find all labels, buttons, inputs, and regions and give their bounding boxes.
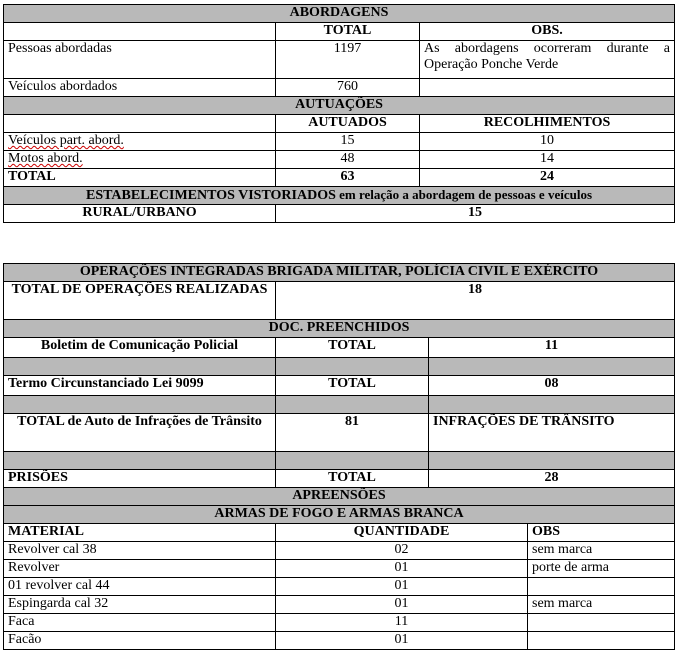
row-autuados: 48 xyxy=(276,151,420,169)
spacer-cell xyxy=(276,358,429,376)
row-total: 1197 xyxy=(276,41,420,79)
operacoes-table xyxy=(3,263,675,650)
quantidade-cell: 01 xyxy=(276,560,528,578)
infracoes-transito-label: INFRAÇÕES DE TRÂNSITO xyxy=(429,414,675,452)
estab-title-bold: ESTABELECIMENTOS VISTORIADOS xyxy=(86,188,336,203)
prisoes-value: 28 xyxy=(429,470,675,488)
total-operacoes-label: TOTAL DE OPERAÇÕES REALIZADAS xyxy=(4,282,276,320)
operacoes-title: OPERAÇÕES INTEGRADAS BRIGADA MILITAR, POLÍCIA CIVIL E EXÉRCITO xyxy=(4,264,675,282)
spacer-cell xyxy=(276,452,429,470)
doc-preenchidos-title: DOC. PREENCHIDOS xyxy=(4,320,675,338)
material-cell: Revolver cal 38 xyxy=(4,542,276,560)
total-autuados: 63 xyxy=(276,169,420,187)
autuacoes-title: AUTUAÇÕES xyxy=(4,97,675,115)
col-autuados: AUTUADOS xyxy=(276,115,420,133)
apreensoes-title: APREENSÕES xyxy=(4,488,675,506)
total-label: TOTAL xyxy=(4,169,276,187)
spacer-cell xyxy=(276,396,429,414)
obs-cell xyxy=(528,632,675,650)
abordagens-title: ABORDAGENS xyxy=(4,5,675,23)
col-total: TOTAL xyxy=(276,23,420,41)
quantidade-cell: 01 xyxy=(276,632,528,650)
quantidade-cell: 02 xyxy=(276,542,528,560)
total-operacoes-value: 18 xyxy=(276,282,675,320)
table-row xyxy=(4,560,675,578)
row-total: 760 xyxy=(276,79,420,97)
table-row xyxy=(4,542,675,560)
material-cell: Facão xyxy=(4,632,276,650)
row-autuados: 15 xyxy=(276,133,420,151)
obs-cell: porte de arma xyxy=(528,560,675,578)
boletim-label: Boletim de Comunicação Policial xyxy=(4,338,276,358)
armas-title: ARMAS DE FOGO E ARMAS BRANCA xyxy=(4,506,675,524)
obs-cell xyxy=(528,578,675,596)
row-label xyxy=(4,133,276,151)
col-quantidade: QUANTIDADE xyxy=(276,524,528,542)
prisoes-label: PRISÕES xyxy=(4,470,276,488)
col-material: MATERIAL xyxy=(4,524,276,542)
row-label-text: Motos abord. xyxy=(8,151,83,166)
boletim-total-label: TOTAL xyxy=(276,338,429,358)
spacer-cell xyxy=(429,396,675,414)
obs-cell: sem marca xyxy=(528,596,675,614)
termo-label: Termo Circunstanciado Lei 9099 xyxy=(4,376,276,396)
row-obs: As abordagens ocorreram durante a Operação Ponche Verde xyxy=(420,41,675,79)
material-cell: 01 revolver cal 44 xyxy=(4,578,276,596)
col-recolhimentos: RECOLHIMENTOS xyxy=(420,115,675,133)
row-label xyxy=(4,151,276,169)
row-label: Pessoas abordadas xyxy=(4,41,276,79)
rural-value: 15 xyxy=(276,205,675,223)
obs-cell: sem marca xyxy=(528,542,675,560)
col-obs: OBS xyxy=(528,524,675,542)
quantidade-cell: 01 xyxy=(276,596,528,614)
rural-label: RURAL/URBANO xyxy=(4,205,276,223)
estab-title-rest: em relação a abordagem de pessoas e veículos xyxy=(335,187,593,202)
row-label: Veículos abordados xyxy=(4,79,276,97)
quantidade-cell: 01 xyxy=(276,578,528,596)
auto-infracoes-label: TOTAL de Auto de Infrações de Trânsito xyxy=(4,414,276,452)
quantidade-cell: 11 xyxy=(276,614,528,632)
empty-header-cell xyxy=(4,23,276,41)
total-recolhimentos: 24 xyxy=(420,169,675,187)
spacer-cell xyxy=(429,452,675,470)
table-row xyxy=(4,632,675,650)
abordagens-table xyxy=(3,4,675,223)
table-row xyxy=(4,614,675,632)
row-obs xyxy=(420,79,675,97)
auto-infracoes-value: 81 xyxy=(276,414,429,452)
row-recolhimentos: 14 xyxy=(420,151,675,169)
spacer-cell xyxy=(4,358,276,376)
material-cell: Espingarda cal 32 xyxy=(4,596,276,614)
col-obs: OBS. xyxy=(420,23,675,41)
table-row xyxy=(4,596,675,614)
boletim-value: 11 xyxy=(429,338,675,358)
termo-value: 08 xyxy=(429,376,675,396)
row-recolhimentos: 10 xyxy=(420,133,675,151)
obs-cell xyxy=(528,614,675,632)
termo-total-label: TOTAL xyxy=(276,376,429,396)
spacer-cell xyxy=(4,396,276,414)
material-cell: Faca xyxy=(4,614,276,632)
empty-header-cell xyxy=(4,115,276,133)
prisoes-total-label: TOTAL xyxy=(276,470,429,488)
spacer-cell xyxy=(4,452,276,470)
material-cell: Revolver xyxy=(4,560,276,578)
row-label-text: Veículos part. abord. xyxy=(8,133,124,148)
estabelecimentos-title xyxy=(4,187,675,205)
spacer-cell xyxy=(429,358,675,376)
table-row xyxy=(4,578,675,596)
